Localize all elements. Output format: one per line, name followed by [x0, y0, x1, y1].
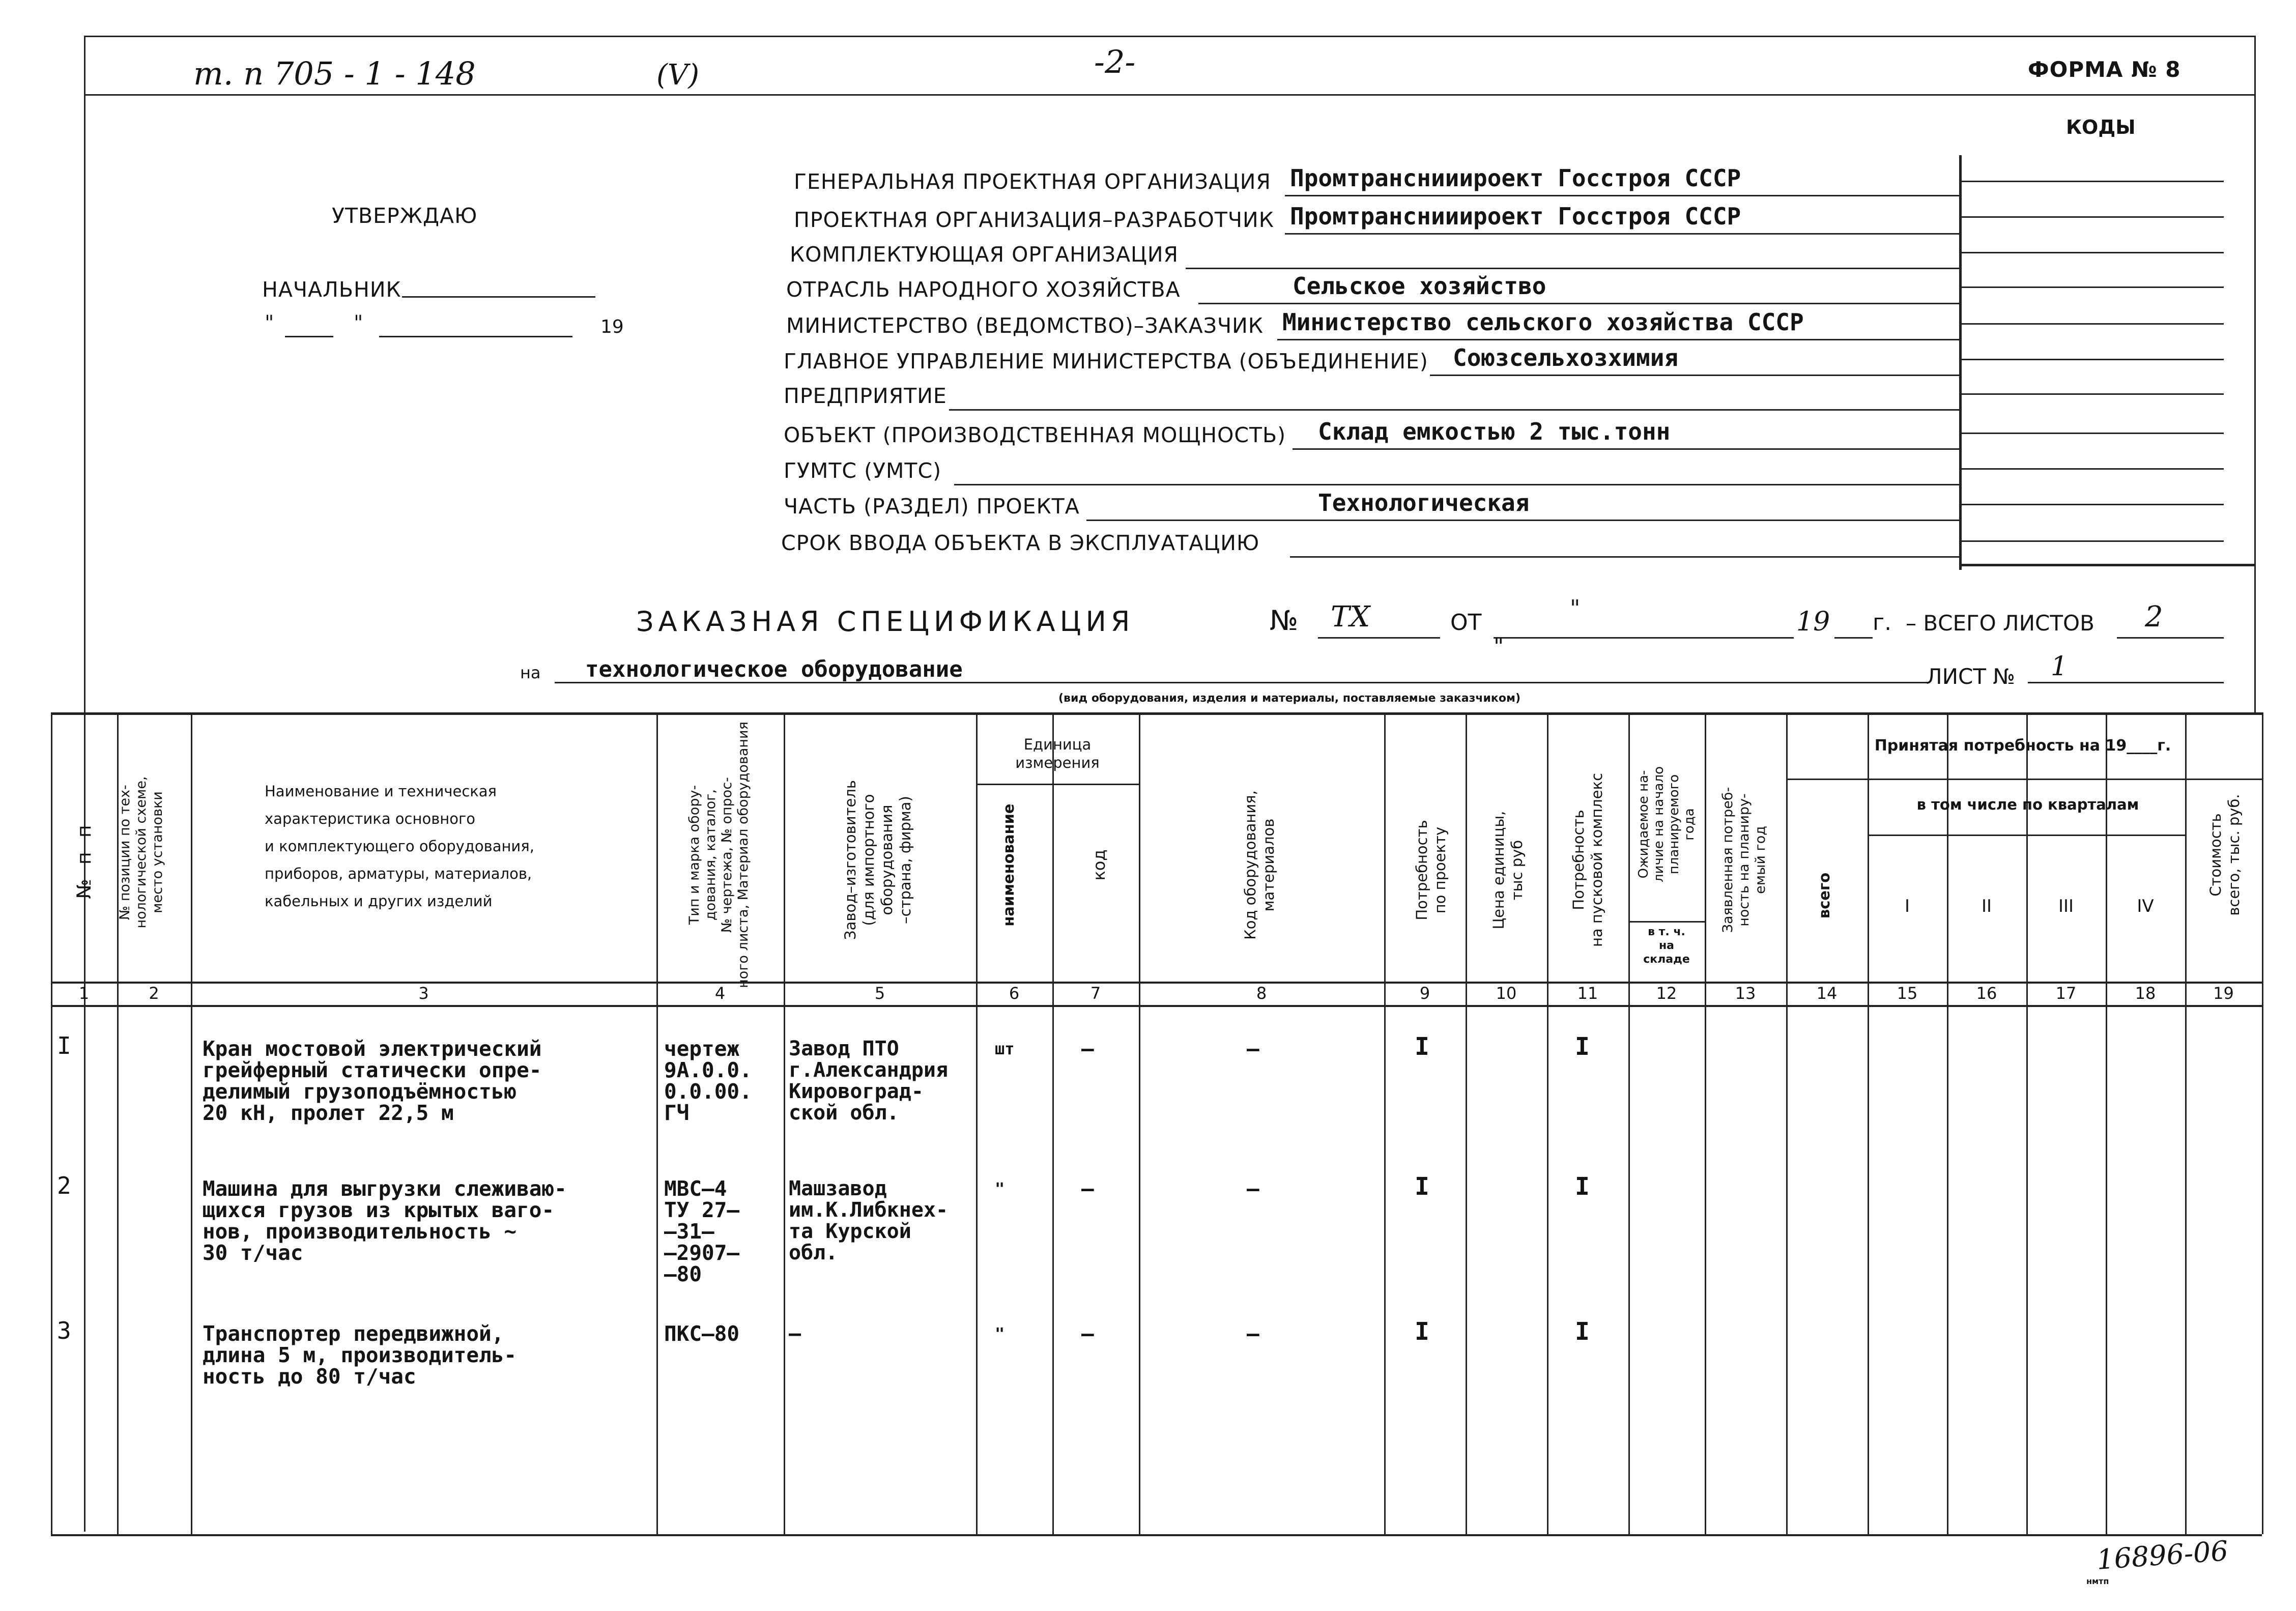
frame-left — [84, 36, 85, 1532]
field-underline — [1430, 375, 1959, 376]
field-underline — [949, 409, 1959, 411]
day-line — [285, 336, 333, 337]
h14-18: Принятая потребность на 19____г. — [1874, 737, 2171, 755]
column-number: 2 — [149, 984, 159, 1003]
chief-line — [402, 296, 595, 298]
spec-total-value: 2 — [2145, 600, 2163, 634]
field-underline — [1285, 195, 1959, 196]
row-unit-code: – — [1081, 1037, 1094, 1061]
code-line — [1959, 433, 2224, 434]
row-name: Машина для выгрузки слеживаю- щихся грузов из крытых ваго- нов, производительность ~ 30 т/час — [203, 1176, 567, 1265]
row-maker: Завод ПТО г.Александрия Кировоград- ской обл. — [789, 1037, 949, 1125]
code-line — [1959, 216, 2224, 218]
codes-header: КОДЫ — [2066, 116, 2136, 138]
code-line — [1959, 540, 2224, 542]
h12b: в т. ч. на складе — [1643, 926, 1690, 966]
column-number: 13 — [1735, 984, 1756, 1003]
column-number: 18 — [2135, 984, 2156, 1003]
spec-no-value: ТХ — [1331, 600, 1370, 634]
table-col-line — [1786, 712, 1788, 1534]
spec-sheet-label: ЛИСТ № — [1926, 664, 2016, 689]
field-value: Союзсельхозхимия — [1453, 344, 1679, 371]
column-number: 9 — [1419, 984, 1430, 1003]
row-number: I — [57, 1032, 71, 1059]
row-type: чертеж 9А.0.0. 0.0.00. ГЧ — [664, 1037, 752, 1125]
h7: код — [1089, 849, 1109, 881]
spec-quote-1: " — [1570, 595, 1581, 621]
code-line — [1959, 468, 2224, 470]
field-underline — [1285, 233, 1959, 235]
code-line — [1959, 181, 2224, 182]
column-number: 14 — [1816, 984, 1838, 1003]
h2: № позиции по тех- нологической схеме, место установки — [117, 776, 165, 929]
row-equipment-code: – — [1247, 1037, 1259, 1061]
archive-stamp-sub: нмтп — [2086, 1576, 2109, 1586]
row-equipment-code: – — [1247, 1321, 1259, 1346]
form-number: ФОРМА № 8 — [2028, 57, 2181, 82]
column-number: 16 — [1976, 984, 1997, 1003]
spec-title: ЗАКАЗНАЯ СПЕЦИФИКАЦИЯ — [636, 606, 1135, 638]
row-number: 3 — [57, 1317, 71, 1344]
field-underline — [1293, 448, 1959, 450]
column-number: 12 — [1656, 984, 1677, 1003]
h15-18: в том числе по кварталам — [1916, 796, 2139, 813]
row-type: МВС–4 ТУ 27– –31– –2907– –80 — [664, 1176, 740, 1286]
row-number: 2 — [57, 1172, 71, 1199]
field-value: Склад емкостью 2 тыс.тонн — [1318, 418, 1671, 445]
top-strip-divider — [84, 94, 2254, 96]
table-col-line — [2262, 712, 2263, 1534]
table-col-line — [976, 712, 978, 1534]
field-label: ЧАСТЬ (РАЗДЕЛ) ПРОЕКТА — [784, 494, 1080, 519]
h14: всего — [1816, 872, 1833, 919]
code-line — [1959, 359, 2224, 360]
field-value: Технологическая — [1318, 489, 1530, 516]
table-bottom — [51, 1534, 2262, 1536]
chief-label: НАЧАЛЬНИК — [262, 277, 401, 302]
field-label: ГЕНЕРАЛЬНАЯ ПРОЕКТНАЯ ОРГАНИЗАЦИЯ — [794, 169, 1271, 194]
spec-sheet-value: 1 — [2051, 651, 2068, 682]
row-unit-code: – — [1081, 1176, 1094, 1201]
row-maker: – — [789, 1322, 801, 1345]
approve-label: УТВЕРЖДАЮ — [332, 204, 478, 228]
spec-caption: (вид оборудования, изделия и материалы, поставляемые заказчиком) — [1058, 692, 1520, 705]
spec-na-line — [555, 682, 1929, 683]
h17: III — [2058, 896, 2074, 916]
row-project-need: I — [1415, 1317, 1429, 1346]
h6: наименование — [1000, 803, 1017, 927]
frame-top — [84, 36, 2254, 37]
table-col-line — [1466, 712, 1467, 1534]
field-label: ОТРАСЛЬ НАРОДНОГО ХОЗЯЙСТВА — [786, 277, 1181, 302]
spec-sheet-line — [2028, 682, 2224, 683]
row-launch-need: I — [1575, 1317, 1590, 1346]
spec-total-label: – ВСЕГО ЛИСТОВ — [1906, 611, 2094, 636]
column-number: 5 — [874, 984, 885, 1003]
code-line — [1959, 323, 2224, 325]
h1: № п п — [73, 821, 95, 899]
page-number: -2- — [1094, 43, 1136, 80]
column-number: 17 — [2055, 984, 2077, 1003]
year-prefix: 19 — [600, 317, 624, 337]
spec-na-value: технологическое оборудование — [585, 656, 963, 682]
code-line — [1959, 286, 2224, 288]
column-number: 10 — [1496, 984, 1517, 1003]
column-number: 3 — [418, 984, 429, 1003]
h9: Потребность по проекту — [1413, 820, 1449, 920]
spec-g: г. — [1873, 610, 1892, 636]
field-underline — [1086, 520, 1959, 521]
field-label: КОМПЛЕКТУЮЩАЯ ОРГАНИЗАЦИЯ — [790, 242, 1179, 267]
row-unit-code: – — [1081, 1321, 1094, 1346]
column-number: 4 — [714, 984, 726, 1003]
column-number: 7 — [1090, 984, 1101, 1003]
h10: Цена единицы, тыс руб — [1490, 811, 1526, 930]
spec-total-line — [2117, 637, 2224, 639]
column-number: 19 — [2213, 984, 2234, 1003]
spec-na: на — [520, 663, 541, 682]
row-launch-need: I — [1575, 1172, 1590, 1201]
field-label: ПРОЕКТНАЯ ОРГАНИЗАЦИЯ–РАЗРАБОТЧИК — [794, 208, 1274, 232]
field-value: Промтранснииироект Госстроя СССР — [1290, 164, 1741, 192]
volume-number: (Ⅴ) — [656, 59, 700, 92]
code-line — [1959, 504, 2224, 505]
project-code: т. п 705 - 1 - 148 — [193, 55, 476, 92]
table-col-line — [51, 712, 52, 1534]
archive-stamp: 16896-06 — [2096, 1535, 2229, 1576]
stock-subheader-line — [1628, 921, 1705, 923]
h4: Тип и марка обору- дования, каталог, № чертежа, № опрос- ного листа, Материал оборудования — [686, 722, 751, 988]
table-col-line — [656, 712, 658, 1534]
h12: Ожидаемое на- личие на начало планируемого года — [1636, 766, 1697, 882]
field-label: МИНИСТЕРСТВО (ВЕДОМСТВО)–ЗАКАЗЧИК — [786, 313, 1264, 338]
h16: II — [1981, 896, 1992, 916]
row-name: Транспортер передвижной, длина 5 м, производитель- ность до 80 т/час — [203, 1321, 517, 1389]
codes-bottom — [1959, 564, 2254, 566]
field-label: ОБЪЕКТ (ПРОИЗВОДСТВЕННАЯ МОЩНОСТЬ) — [784, 423, 1286, 447]
field-value: Промтранснииироект Госстроя СССР — [1290, 203, 1741, 230]
h3: Наименование и техническая характеристика основного и комплектующего оборудования, приборов, арматуры, материалов, кабельных и других изделий — [265, 783, 534, 910]
field-value: Министерство сельского хозяйства СССР — [1282, 308, 1804, 336]
field-label: ПРЕДПРИЯТИЕ — [784, 384, 947, 408]
table-col-line — [1547, 712, 1548, 1534]
spec-date-line — [1494, 637, 1794, 639]
table-col-line — [2185, 712, 2187, 1534]
column-number: 8 — [1256, 984, 1267, 1003]
row-unit: шт — [995, 1039, 1015, 1058]
date-quote-open: " — [265, 311, 274, 335]
field-underline — [1186, 268, 1959, 269]
h6-7: Единица измерения — [1015, 736, 1100, 771]
table-col-line — [1628, 712, 1630, 1534]
table-col-line — [191, 712, 192, 1534]
h18: IV — [2137, 896, 2154, 916]
row-equipment-code: – — [1247, 1176, 1259, 1201]
table-top — [51, 712, 2262, 715]
code-line — [1959, 252, 2224, 253]
h5: Завод–изготовитель (для импортного оборудования –страна, фирма) — [842, 780, 914, 940]
code-line — [1959, 393, 2224, 395]
column-number: 1 — [78, 984, 90, 1003]
field-underline — [954, 484, 1959, 485]
table-col-line — [1052, 712, 1054, 1534]
month-line — [379, 336, 572, 337]
h11: Потребность на пусковой комплекс — [1570, 772, 1605, 947]
h15: I — [1904, 896, 1910, 916]
h19: Стоимость всего, тыс. руб. — [2207, 794, 2243, 916]
field-label: СРОК ВВОДА ОБЪЕКТА В ЭКСПЛУАТАЦИЮ — [781, 531, 1260, 555]
column-number: 6 — [1009, 984, 1020, 1003]
spec-year-line — [1834, 637, 1873, 639]
row-name: Кран мостовой электрический грейферный статически опре- делимый грузоподъёмностью 20 кН, пролет 22,5 м — [203, 1037, 542, 1125]
table-num-bottom — [51, 1005, 2262, 1007]
spec-no-line — [1318, 637, 1440, 639]
row-type: ПКС–80 — [664, 1321, 740, 1346]
column-number: 11 — [1577, 984, 1598, 1003]
spec-from-label: ОТ — [1450, 610, 1482, 636]
field-underline — [1290, 556, 1959, 558]
field-underline — [1198, 303, 1959, 304]
field-underline — [1277, 339, 1959, 340]
row-maker: Машзавод им.К.Либкнех- та Курской обл. — [789, 1177, 949, 1264]
table-col-line — [1384, 712, 1386, 1534]
field-label: ГУМТС (УМТС) — [784, 458, 942, 483]
spec-no-label: № — [1270, 605, 1299, 637]
row-unit: " — [995, 1324, 1005, 1343]
spec-year: 19 — [1796, 607, 1830, 637]
row-unit: " — [995, 1179, 1005, 1198]
field-label: ГЛАВНОЕ УПРАВЛЕНИЕ МИНИСТЕРСТВА (ОБЪЕДИНЕНИЕ) — [784, 349, 1428, 373]
table-col-line — [1705, 712, 1706, 1534]
row-project-need: I — [1415, 1172, 1429, 1201]
frame-right — [2254, 36, 2256, 712]
field-value: Сельское хозяйство — [1293, 272, 1546, 300]
quarters-subheader-line — [1868, 835, 2185, 836]
table-col-line — [784, 712, 785, 1534]
row-launch-need: I — [1575, 1032, 1590, 1061]
accepted-subheader-line — [1786, 779, 2262, 780]
date-quote-close: " — [354, 311, 363, 335]
h13: Заявленная потреб- ность на планиру- емый год — [1720, 787, 1768, 933]
spec-quote-2: " — [1494, 634, 1504, 659]
h8: Код оборудования, материалов — [1242, 790, 1277, 940]
table-col-line — [1139, 712, 1140, 1534]
unit-subheader-line — [976, 784, 1139, 785]
column-number: 15 — [1897, 984, 1918, 1003]
row-project-need: I — [1415, 1032, 1429, 1061]
